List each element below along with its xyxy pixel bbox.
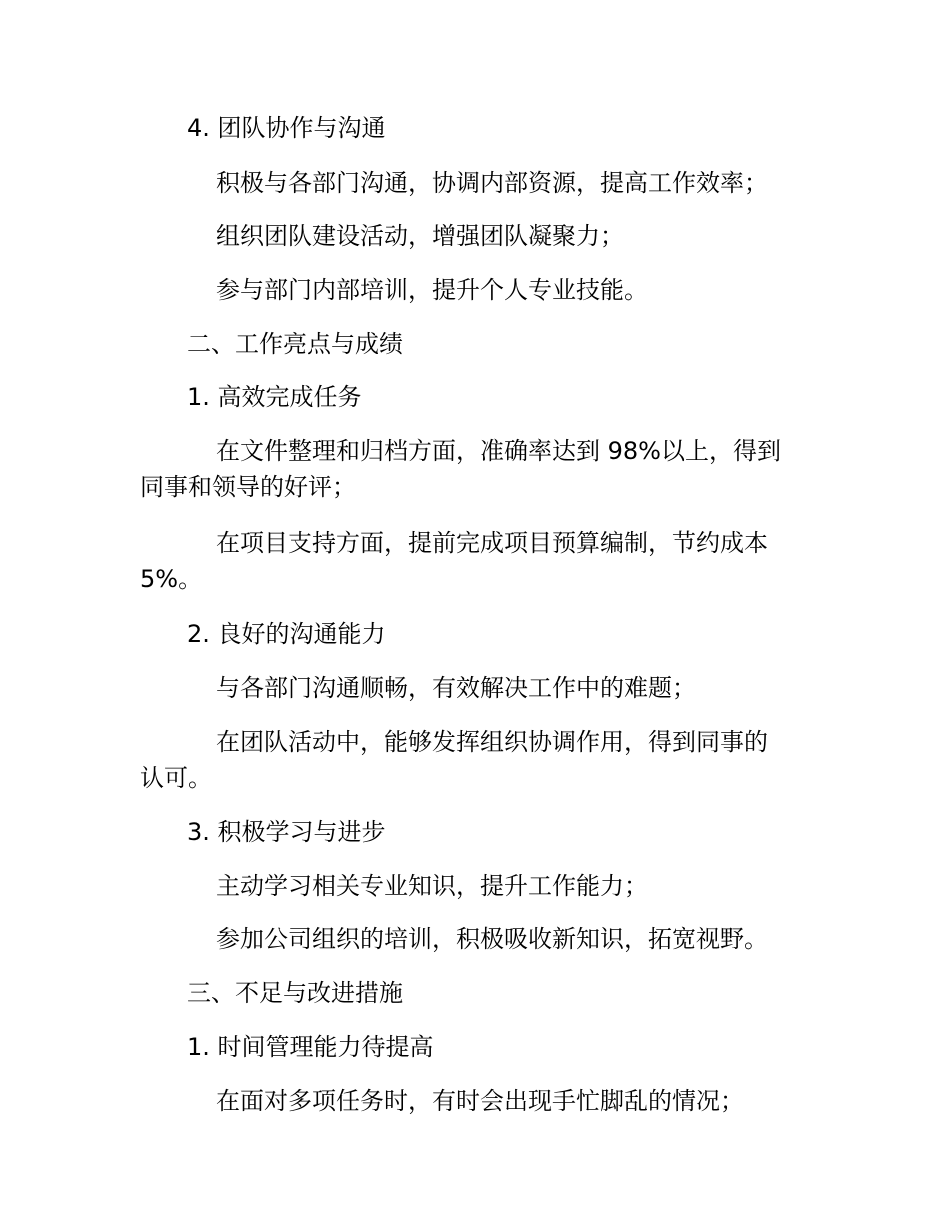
section-heading-learning: 3. 积极学习与进步 — [187, 818, 386, 846]
paragraph-line: 积极与各部门沟通，协调内部资源，提高工作效率； — [216, 169, 768, 197]
paragraph-line: 在项目支持方面，提前完成项目预算编制，节约成本 — [216, 529, 768, 557]
section-heading-tasks: 1. 高效完成任务 — [187, 383, 362, 411]
paragraph-line: 参加公司组织的培训，积极吸收新知识，拓宽视野。 — [216, 925, 768, 953]
paragraph-line: 在面对多项任务时，有时会出现手忙脚乱的情况； — [216, 1087, 744, 1115]
chapter-heading-highlights: 二、工作亮点与成绩 — [187, 330, 403, 358]
paragraph-line: 在团队活动中，能够发挥组织协调作用，得到同事的 — [216, 728, 768, 756]
paragraph-line: 同事和领导的好评； — [140, 473, 356, 501]
section-heading-communication: 2. 良好的沟通能力 — [187, 620, 386, 648]
paragraph-line: 认可。 — [140, 764, 212, 792]
section-heading-teamwork: 4. 团队协作与沟通 — [187, 114, 386, 142]
chapter-heading-improvements: 三、不足与改进措施 — [187, 979, 403, 1007]
paragraph-line: 与各部门沟通顺畅，有效解决工作中的难题； — [216, 674, 696, 702]
section-heading-time-management: 1. 时间管理能力待提高 — [187, 1033, 434, 1061]
paragraph-line: 在文件整理和归档方面，准确率达到 98%以上，得到 — [216, 437, 781, 465]
paragraph-line: 组织团队建设活动，增强团队凝聚力； — [216, 222, 624, 250]
paragraph-line: 主动学习相关专业知识，提升工作能力； — [216, 872, 648, 900]
paragraph-line: 5%。 — [140, 565, 203, 593]
paragraph-line: 参与部门内部培训，提升个人专业技能。 — [216, 276, 648, 304]
